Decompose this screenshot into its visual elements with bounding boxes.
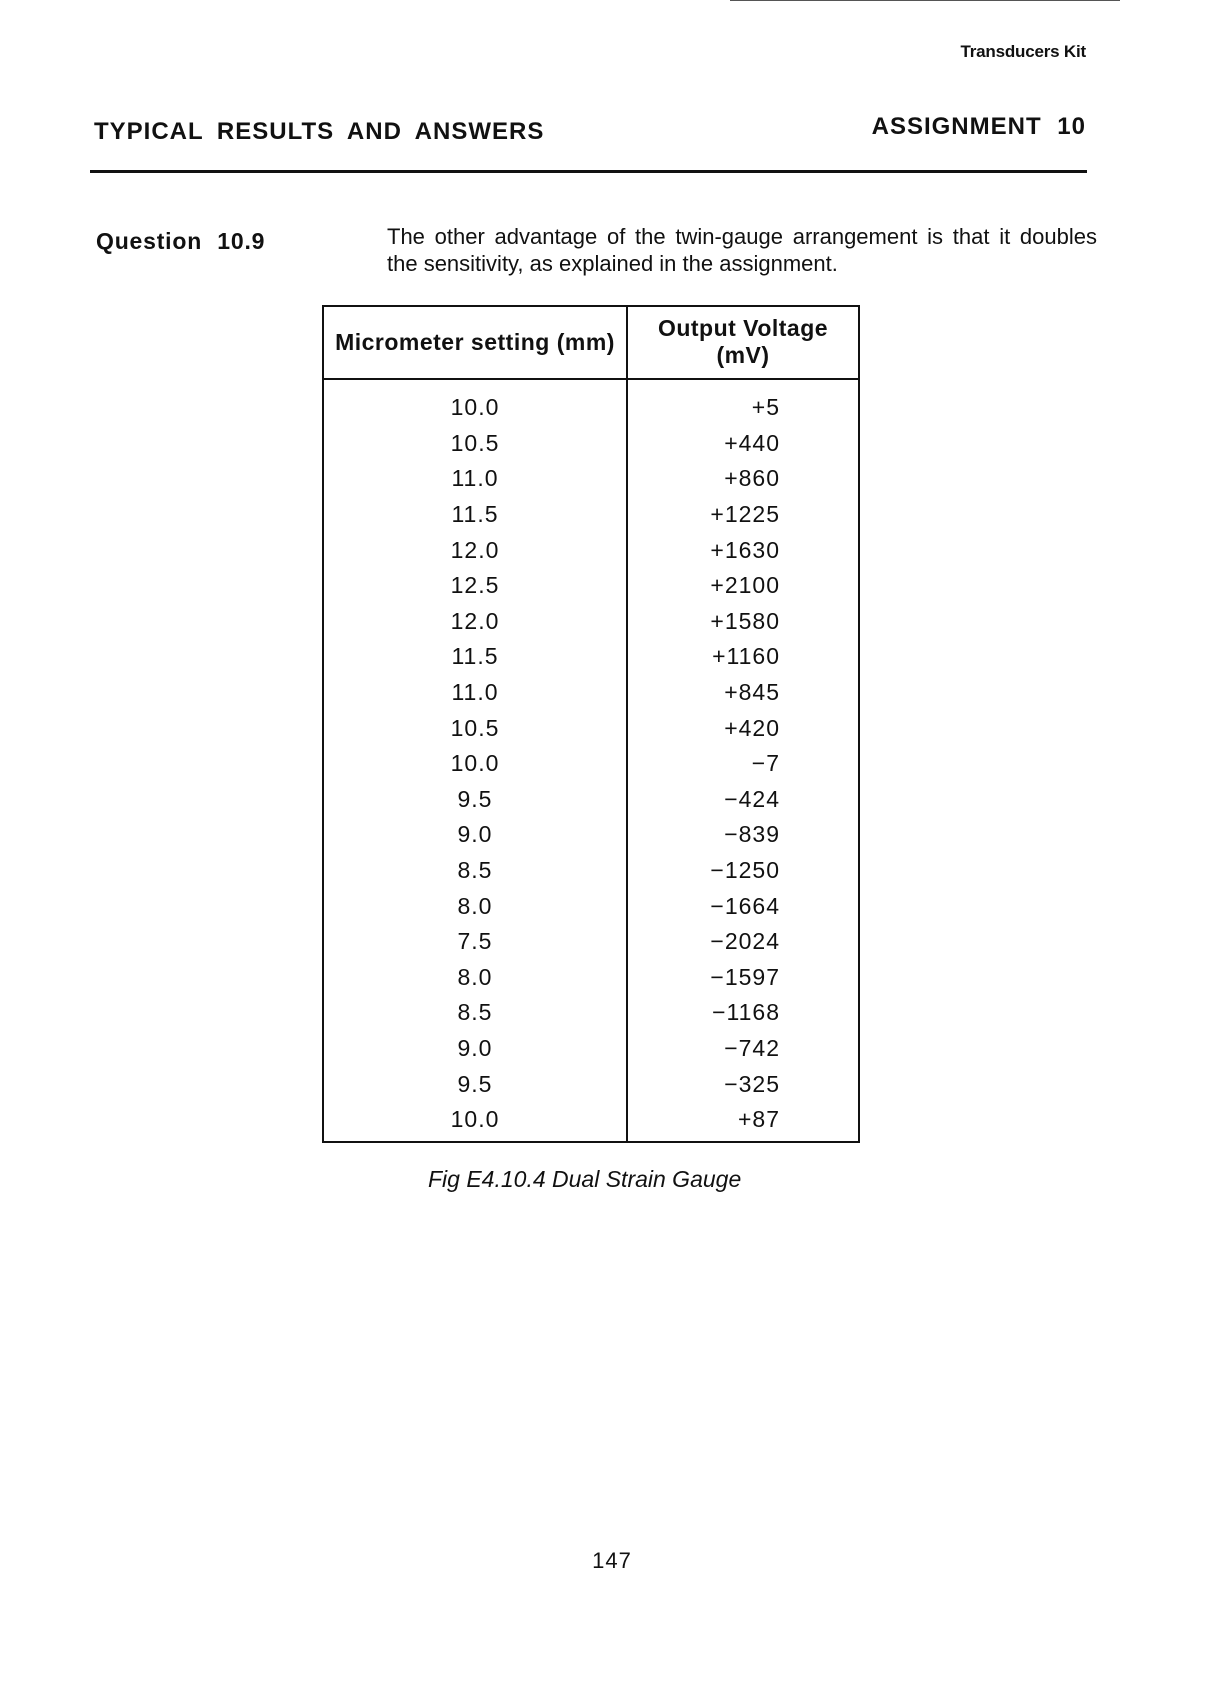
table-row <box>323 817 859 853</box>
table-row <box>323 1102 859 1143</box>
results-table <box>322 305 860 1143</box>
table-row <box>323 426 859 462</box>
output-voltage-cell: −7 <box>627 746 859 782</box>
output-voltage-cell: +420 <box>627 710 859 746</box>
output-voltage-cell: +860 <box>627 461 859 497</box>
table-row <box>323 746 859 782</box>
table-header-row <box>323 306 859 379</box>
output-voltage-cell: +5 <box>627 379 859 426</box>
micrometer-setting-cell: 11.0 <box>323 461 627 497</box>
micrometer-setting-cell: 8.0 <box>323 888 627 924</box>
table-row <box>323 379 859 426</box>
table-row <box>323 960 859 996</box>
output-voltage-cell: +87 <box>627 1102 859 1143</box>
table-row <box>323 675 859 711</box>
micrometer-setting-cell: 9.0 <box>323 1031 627 1067</box>
micrometer-setting-cell: 10.5 <box>323 426 627 462</box>
header-rule <box>90 170 1087 173</box>
output-voltage-cell: −1664 <box>627 888 859 924</box>
table-row <box>323 995 859 1031</box>
section-title: TYPICAL RESULTS AND ANSWERS <box>94 118 545 145</box>
output-voltage-cell: +440 <box>627 426 859 462</box>
micrometer-setting-cell: 9.0 <box>323 817 627 853</box>
running-header: Transducers Kit <box>960 42 1086 61</box>
table-row <box>323 924 859 960</box>
output-voltage-cell: −742 <box>627 1031 859 1067</box>
output-voltage-cell: +2100 <box>627 568 859 604</box>
micrometer-setting-cell: 7.5 <box>323 924 627 960</box>
micrometer-setting-cell: 9.5 <box>323 782 627 818</box>
output-voltage-cell: −1250 <box>627 853 859 889</box>
micrometer-setting-cell: 10.0 <box>323 746 627 782</box>
micrometer-setting-cell: 12.5 <box>323 568 627 604</box>
output-voltage-cell: +1225 <box>627 497 859 533</box>
table-row <box>323 568 859 604</box>
question-text: The other advantage of the twin-gauge arrangement is that it doubles the sensitivity, as explained in the assignment. <box>387 224 1097 276</box>
micrometer-setting-cell: 9.5 <box>323 1066 627 1102</box>
table-row <box>323 461 859 497</box>
micrometer-setting-cell: 8.5 <box>323 995 627 1031</box>
output-voltage-cell: +1160 <box>627 639 859 675</box>
micrometer-setting-cell: 10.0 <box>323 1102 627 1143</box>
micrometer-setting-cell: 12.0 <box>323 532 627 568</box>
micrometer-setting-cell: 11.5 <box>323 497 627 533</box>
micrometer-setting-cell: 10.0 <box>323 379 627 426</box>
output-voltage-cell: +1630 <box>627 532 859 568</box>
output-voltage-cell: −1597 <box>627 960 859 996</box>
table-row <box>323 1031 859 1067</box>
output-voltage-cell: −1168 <box>627 995 859 1031</box>
assignment-label: ASSIGNMENT 10 <box>871 113 1086 140</box>
micrometer-setting-cell: 11.5 <box>323 639 627 675</box>
header-micrometer-setting: Micrometer setting (mm) <box>323 306 627 379</box>
top-rule <box>730 0 1120 1</box>
table-row <box>323 853 859 889</box>
output-voltage-cell: +1580 <box>627 604 859 640</box>
table-row <box>323 1066 859 1102</box>
micrometer-setting-cell: 8.5 <box>323 853 627 889</box>
page-number: 147 <box>592 1548 632 1573</box>
question-label: Question 10.9 <box>96 228 266 254</box>
table-row <box>323 710 859 746</box>
output-voltage-cell: −839 <box>627 817 859 853</box>
micrometer-setting-cell: 12.0 <box>323 604 627 640</box>
micrometer-setting-cell: 11.0 <box>323 675 627 711</box>
micrometer-setting-cell: 8.0 <box>323 960 627 996</box>
table-row <box>323 782 859 818</box>
table-row <box>323 604 859 640</box>
micrometer-setting-cell: 10.5 <box>323 710 627 746</box>
table-row <box>323 497 859 533</box>
table-row <box>323 639 859 675</box>
header-output-voltage: Output Voltage (mV) <box>627 306 859 379</box>
output-voltage-cell: −2024 <box>627 924 859 960</box>
table-row <box>323 888 859 924</box>
table-body <box>323 379 859 1142</box>
output-voltage-cell: +845 <box>627 675 859 711</box>
figure-caption: Fig E4.10.4 Dual Strain Gauge <box>428 1166 742 1192</box>
output-voltage-cell: −424 <box>627 782 859 818</box>
table-row <box>323 532 859 568</box>
output-voltage-cell: −325 <box>627 1066 859 1102</box>
